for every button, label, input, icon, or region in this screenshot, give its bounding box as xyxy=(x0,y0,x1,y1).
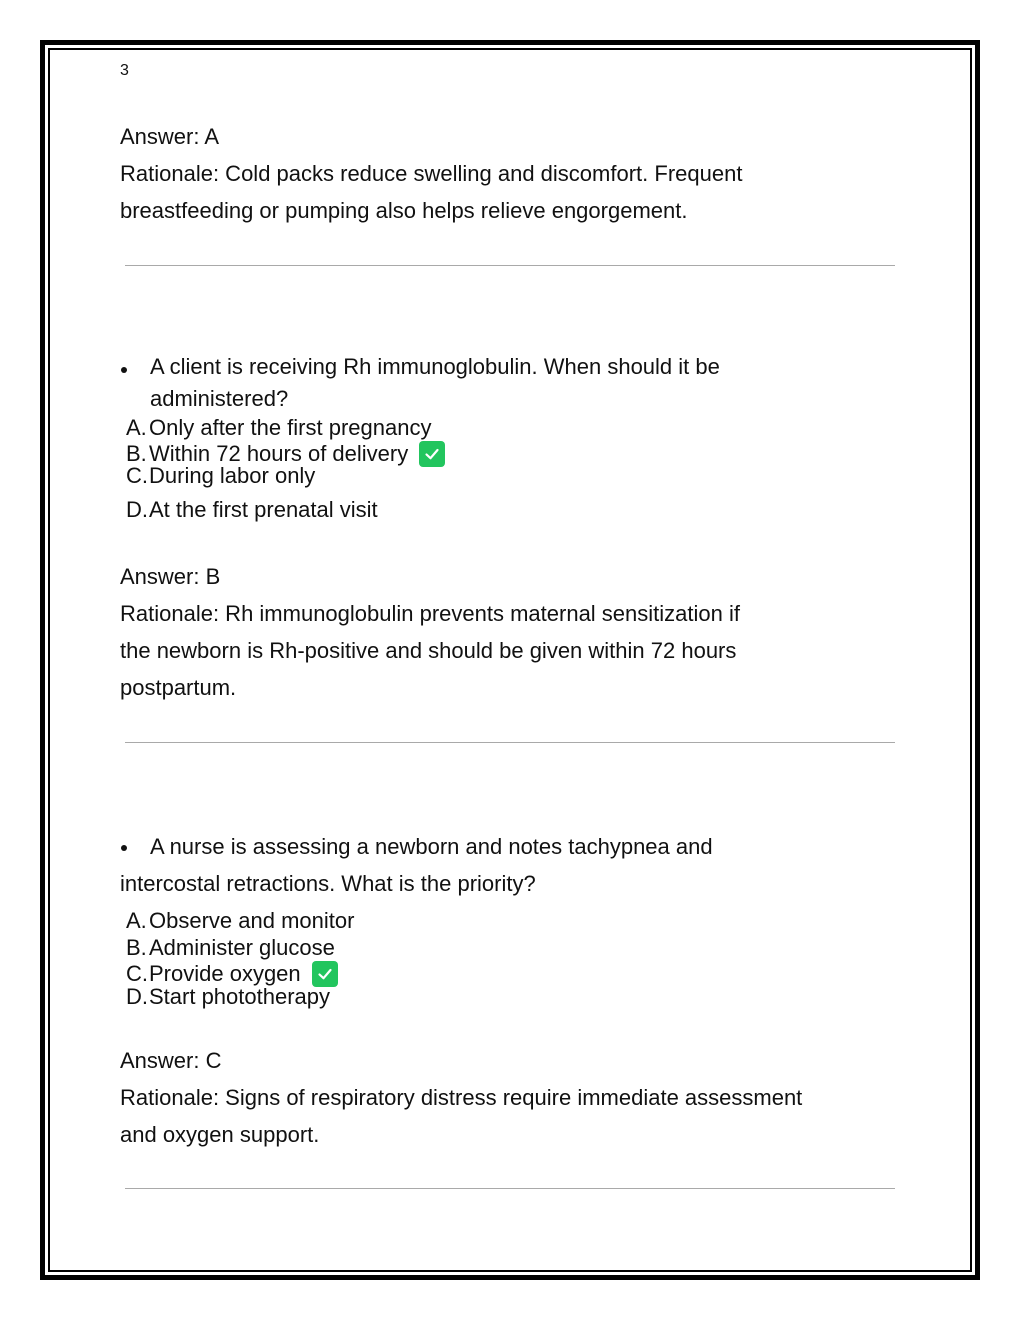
bullet-q2 xyxy=(121,367,127,373)
q3-option-a xyxy=(126,908,354,934)
q2-option-d xyxy=(126,497,378,523)
bullet-q3 xyxy=(121,845,127,851)
answer-3: Answer: C xyxy=(120,1048,222,1073)
q3-option-d xyxy=(126,984,330,1010)
checkmark-icon xyxy=(419,441,445,467)
rationale-1-line-2: breastfeeding or pumping also helps relieve engorgement. xyxy=(120,198,688,223)
question-3-line-2: intercostal retractions. What is the priority? xyxy=(120,871,536,896)
divider-2 xyxy=(125,742,895,743)
option-letter: A. xyxy=(126,908,147,933)
rationale-2-line-2: the newborn is Rh-positive and should be given within 72 hours xyxy=(120,638,737,663)
option-text: Provide oxygen xyxy=(149,961,301,986)
divider-1 xyxy=(125,265,895,266)
option-text: Within 72 hours of delivery xyxy=(149,441,409,466)
rationale-3-line-1: Rationale: Signs of respiratory distress require immediate assessment xyxy=(120,1085,803,1110)
option-letter: A. xyxy=(126,415,147,440)
rationale-1-line-1: Rationale: Cold packs reduce swelling and discomfort. Frequent xyxy=(120,161,743,186)
option-letter: D. xyxy=(126,984,148,1009)
page-number: 3 xyxy=(120,62,129,79)
option-text: Only after the first pregnancy xyxy=(149,415,432,440)
question-2-line-1: A client is receiving Rh immunoglobulin. When should it be xyxy=(150,354,720,379)
option-letter: D. xyxy=(126,497,148,522)
option-text: During labor only xyxy=(149,463,316,488)
option-letter: C. xyxy=(126,961,148,986)
rationale-2-line-3: postpartum. xyxy=(120,675,237,700)
q2-option-a xyxy=(126,415,431,441)
question-3-line-1: A nurse is assessing a newborn and notes tachypnea and xyxy=(150,834,713,859)
q2-option-c xyxy=(126,463,315,489)
option-letter: C. xyxy=(126,463,148,488)
option-text: Administer glucose xyxy=(149,935,335,960)
answer-2: Answer: B xyxy=(120,564,221,589)
option-text: At the first prenatal visit xyxy=(149,497,378,522)
rationale-2-line-1: Rationale: Rh immunoglobulin prevents maternal sensitization if xyxy=(120,601,740,626)
rationale-3-line-2: and oxygen support. xyxy=(120,1122,320,1147)
divider-3 xyxy=(125,1188,895,1189)
option-text: Start phototherapy xyxy=(149,984,331,1009)
option-letter: B. xyxy=(126,441,147,466)
option-letter: B. xyxy=(126,935,147,960)
question-2-line-2: administered? xyxy=(150,386,289,411)
answer-1: Answer: A xyxy=(120,124,220,149)
q3-option-b xyxy=(126,935,335,961)
option-text: Observe and monitor xyxy=(149,908,355,933)
